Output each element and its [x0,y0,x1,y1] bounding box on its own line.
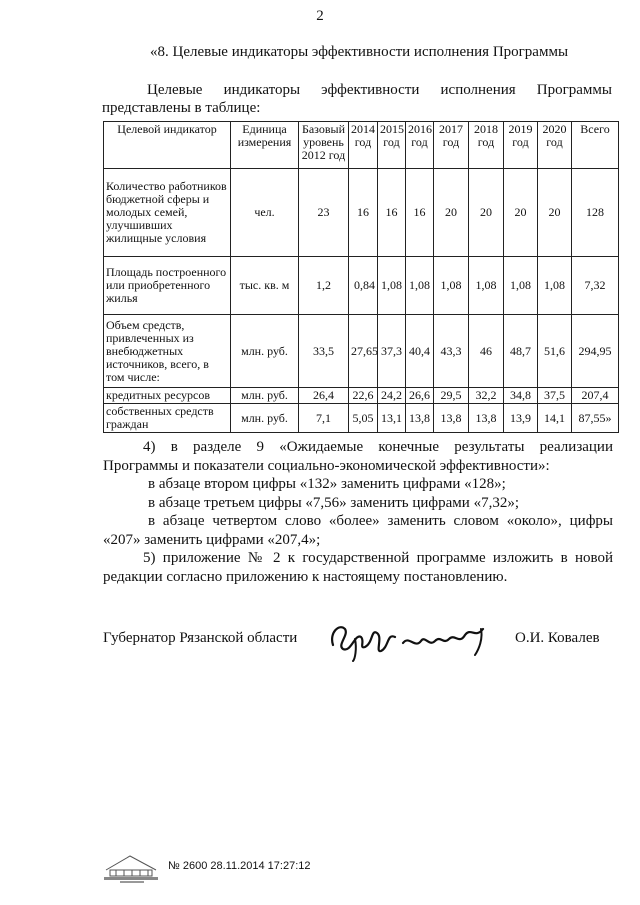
cell-value: 294,95 [572,315,619,388]
p4-line1: 4) в разделе 9 «Ожидаемые конечные результаты реализации [143,439,613,455]
cell-value: 0,84 [349,257,378,315]
row-name: Площадь построенного или приобретенного жилья [104,257,231,315]
cell-value: 1,08 [378,257,406,315]
cell-value: 23 [299,169,349,257]
table-row [104,257,619,315]
intro-paragraph [102,81,612,117]
header-total: Всего [572,122,619,169]
cell-value: 22,6 [349,388,378,404]
header-2018: 2018 год [469,122,504,169]
cell-value: 14,1 [538,404,572,433]
table-row [104,315,619,388]
cell-value: 87,55» [572,404,619,433]
cell-value: 37,3 [378,315,406,388]
header-indicator: Целевой индикатор [104,122,231,169]
signer-name: О.И. Ковалев [515,630,600,646]
header-2015: 2015 год [378,122,406,169]
handwritten-signature [325,615,495,668]
cell-value: 48,7 [504,315,538,388]
cell-value: 16 [378,169,406,257]
cell-value: 1,08 [504,257,538,315]
cell-value: 5,05 [349,404,378,433]
indicators-table [103,121,619,433]
cell-value: 7,1 [299,404,349,433]
cell-value: 37,5 [538,388,572,404]
row-unit: млн. руб. [231,404,299,433]
row-name: Объем средств, привлеченных из внебюджетных источников, всего, в том числе: [104,315,231,388]
cell-value: 43,3 [434,315,469,388]
cell-value: 16 [349,169,378,257]
intro-word: Целевые [147,82,203,98]
p5-line2: редакции согласно приложению к настоящему постановлению. [103,568,508,585]
row-name: собственных средств граждан [104,404,231,433]
cell-value: 26,6 [406,388,434,404]
p4-line2: Программы и показатели социально-экономической эффективности»: [103,457,550,474]
p4-b: в абзаце третьем цифры «7,56» заменить цифрами «7,32»; [148,494,519,511]
intro-line2: представлены в таблице: [102,100,261,116]
cell-value: 1,2 [299,257,349,315]
cell-value: 24,2 [378,388,406,404]
amendment-text [103,438,613,586]
cell-value: 13,8 [434,404,469,433]
cell-value: 13,8 [406,404,434,433]
table-header-row [104,122,619,169]
cell-value: 20 [504,169,538,257]
cell-value: 20 [434,169,469,257]
row-name: Количество работников бюджетной сферы и молодых семей, улучшивших жилищные условия [104,169,231,257]
cell-value: 33,5 [299,315,349,388]
cell-value: 16 [406,169,434,257]
header-2019: 2019 год [504,122,538,169]
header-unit: Единица измерения [231,122,299,169]
intro-word: индикаторы [223,82,301,98]
cell-value: 20 [538,169,572,257]
cell-value: 29,5 [434,388,469,404]
signer-position: Губернатор Рязанской области [103,630,298,646]
header-base: Базовый уровень 2012 год [299,122,349,169]
p4-c-line1: в абзаце четвертом слово «более» заменить словом «около», цифры [148,513,613,529]
intro-word: Программы [536,82,612,98]
header-2014: 2014 год [349,122,378,169]
page-number: 2 [316,8,324,24]
p4-a: в абзаце втором цифры «132» заменить цифрами «128»; [148,476,506,492]
cell-value: 13,1 [378,404,406,433]
intro-word: эффективности [321,82,420,98]
cell-value: 13,8 [469,404,504,433]
cell-value: 26,4 [299,388,349,404]
cell-value: 13,9 [504,404,538,433]
table-row [104,388,619,404]
cell-value: 207,4 [572,388,619,404]
header-2020: 2020 год [538,122,572,169]
cell-value: 7,32 [572,257,619,315]
row-unit: млн. руб. [231,315,299,388]
row-name: кредитных ресурсов [104,388,231,404]
cell-value: 20 [469,169,504,257]
cell-value: 1,08 [406,257,434,315]
cell-value: 40,4 [406,315,434,388]
cell-value: 27,65 [349,315,378,388]
intro-word: исполнения [440,82,516,98]
doc-registration-info: № 2600 28.11.2014 17:27:12 [168,860,311,872]
section-title: «8. Целевые индикаторы эффективности исполнения Программы [150,44,569,60]
header-2016: 2016 год [406,122,434,169]
cell-value: 46 [469,315,504,388]
cell-value: 32,2 [469,388,504,404]
row-unit: млн. руб. [231,388,299,404]
table-row [104,404,619,433]
cell-value: 128 [572,169,619,257]
cell-value: 51,6 [538,315,572,388]
row-unit: тыс. кв. м [231,257,299,315]
registry-stamp-icon [100,848,162,887]
p5-line1: 5) приложение № 2 к государственной программе изложить в новой [143,550,613,566]
table-row [104,169,619,257]
header-2017: 2017 год [434,122,469,169]
cell-value: 1,08 [434,257,469,315]
cell-value: 34,8 [504,388,538,404]
row-unit: чел. [231,169,299,257]
cell-value: 1,08 [538,257,572,315]
cell-value: 1,08 [469,257,504,315]
p4-c-line2: «207» заменить цифрами «207,4»; [103,531,321,548]
